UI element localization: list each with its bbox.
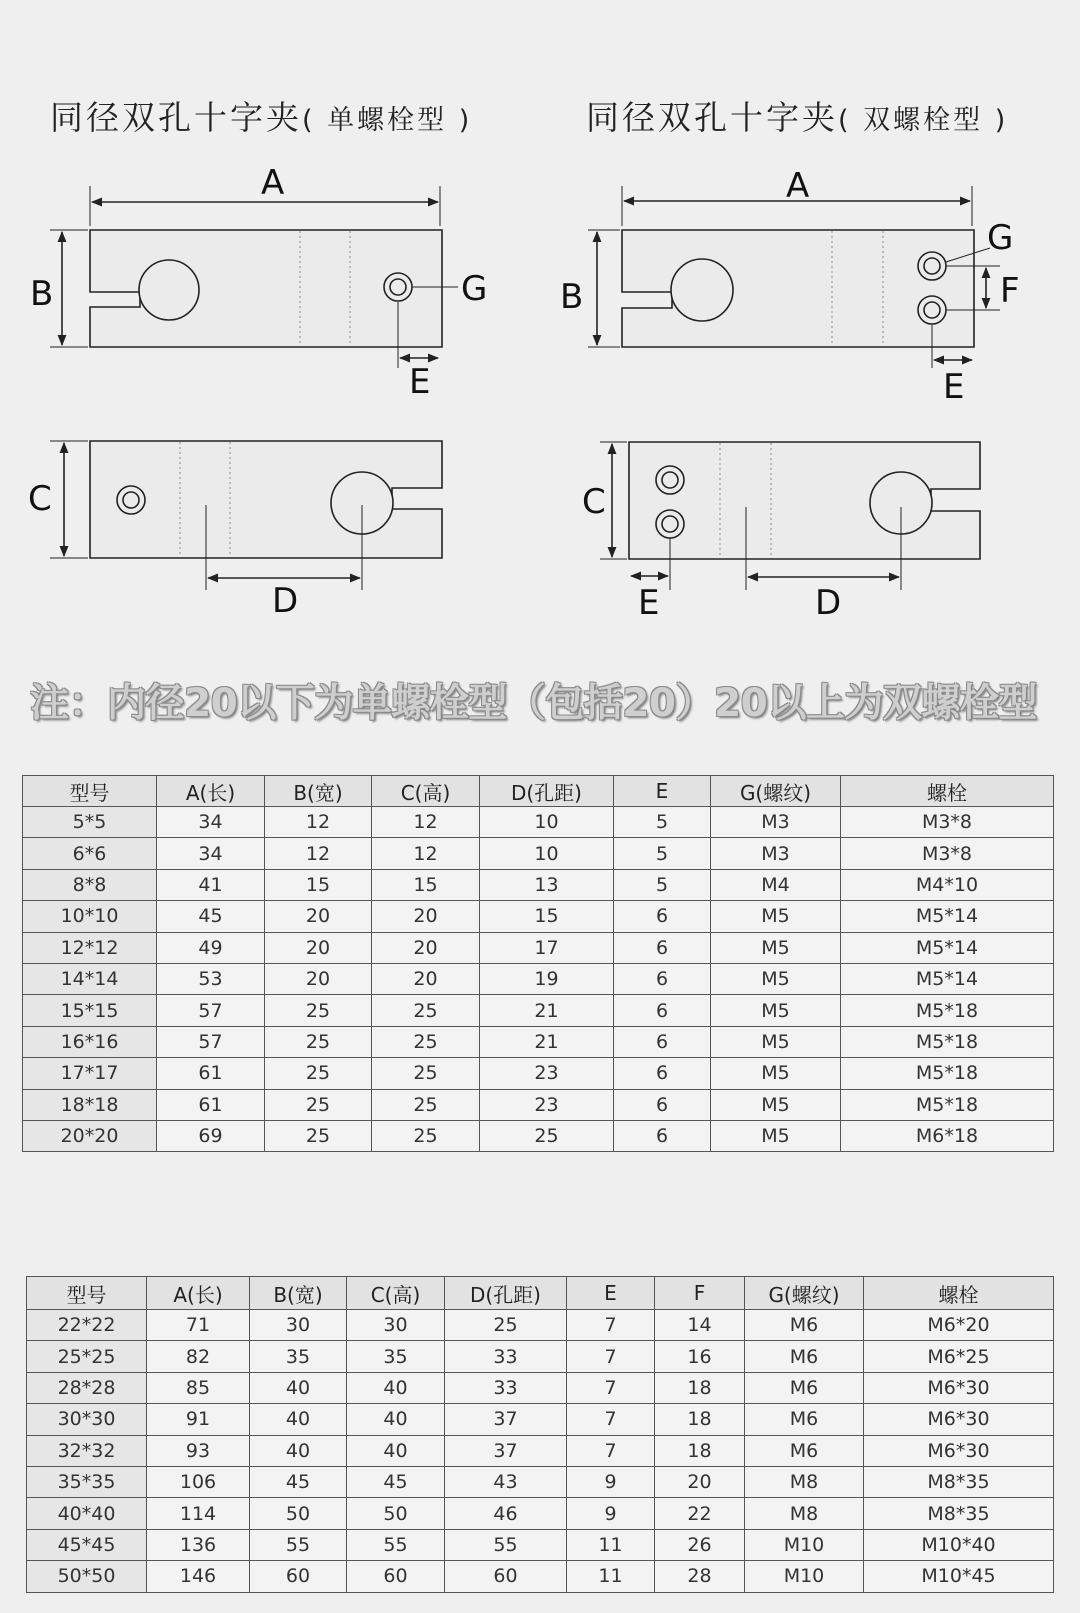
table-cell: 20: [655, 1466, 745, 1497]
table-cell: M6*30: [864, 1404, 1054, 1435]
table-cell: M8*35: [864, 1498, 1054, 1529]
table-cell: 114: [147, 1498, 250, 1529]
title-right-sub: ( 双螺栓型 ): [838, 105, 1009, 136]
table-cell: M6*30: [864, 1372, 1054, 1403]
table-cell: 5: [614, 869, 711, 900]
table-row: [27, 1404, 1054, 1435]
table-cell: 25: [265, 995, 372, 1026]
table-cell: 25: [265, 1089, 372, 1120]
table-row: [27, 1561, 1054, 1592]
table-cell: 57: [157, 1026, 265, 1057]
table-cell: M8: [745, 1498, 864, 1529]
table-cell: M3: [711, 838, 841, 869]
table-cell: M10*45: [864, 1561, 1054, 1592]
table-cell: 30: [250, 1310, 347, 1341]
table-cell: 37: [445, 1404, 567, 1435]
table-cell: 55: [347, 1529, 445, 1560]
table-row: [23, 1120, 1054, 1151]
table-cell: 21: [480, 995, 614, 1026]
model-cell: 14*14: [23, 963, 157, 994]
table-cell: M5: [711, 901, 841, 932]
clamp-bore-hole: [139, 260, 199, 320]
model-cell: 5*5: [23, 807, 157, 838]
table-cell: 50: [347, 1498, 445, 1529]
table-cell: 35: [347, 1341, 445, 1372]
column-header: E: [614, 776, 711, 807]
table-cell: 85: [147, 1372, 250, 1403]
table-cell: 37: [445, 1435, 567, 1466]
column-header: 螺栓: [864, 1277, 1054, 1310]
table-cell: 82: [147, 1341, 250, 1372]
table-cell: 25: [265, 1120, 372, 1151]
table-cell: 55: [445, 1529, 567, 1560]
model-cell: 20*20: [23, 1120, 157, 1151]
table-cell: 136: [147, 1529, 250, 1560]
table-cell: 45: [250, 1466, 347, 1497]
table-cell: 25: [265, 1026, 372, 1057]
table-row: [27, 1372, 1054, 1403]
table-cell: 40: [250, 1435, 347, 1466]
table-cell: 12: [265, 807, 372, 838]
table-cell: 25: [372, 1089, 480, 1120]
table-cell: M5*18: [841, 1089, 1054, 1120]
table-row: [23, 1058, 1054, 1089]
table-row: [23, 838, 1054, 869]
table-cell: 57: [157, 995, 265, 1026]
model-cell: 16*16: [23, 1026, 157, 1057]
table-cell: 12: [372, 807, 480, 838]
column-header: 螺栓: [841, 776, 1054, 807]
table-cell: 12: [265, 838, 372, 869]
model-cell: 8*8: [23, 869, 157, 900]
model-cell: 15*15: [23, 995, 157, 1026]
column-header: G(螺纹): [745, 1277, 864, 1310]
table-cell: M5*14: [841, 963, 1054, 994]
table-cell: M6*30: [864, 1435, 1054, 1466]
table-cell: 22: [655, 1498, 745, 1529]
table-cell: 61: [157, 1058, 265, 1089]
table-cell: 11: [567, 1529, 655, 1560]
table-cell: 50: [250, 1498, 347, 1529]
table-cell: 20: [372, 932, 480, 963]
table-row: [27, 1498, 1054, 1529]
table-cell: M5*14: [841, 932, 1054, 963]
table-cell: M5*18: [841, 1026, 1054, 1057]
table-cell: M4: [711, 869, 841, 900]
table-cell: 23: [480, 1058, 614, 1089]
table-cell: 25: [372, 995, 480, 1026]
title-right-main: 同径双孔十字夹: [586, 98, 838, 137]
model-cell: 12*12: [23, 932, 157, 963]
table-cell: 6: [614, 901, 711, 932]
table-cell: M3*8: [841, 838, 1054, 869]
model-cell: 30*30: [27, 1404, 147, 1435]
table-header-row: [27, 1277, 1054, 1310]
table-cell: 40: [347, 1404, 445, 1435]
table-cell: 5: [614, 838, 711, 869]
table-cell: 26: [655, 1529, 745, 1560]
table-cell: 53: [157, 963, 265, 994]
column-header: G(螺纹): [711, 776, 841, 807]
table-cell: M6: [745, 1404, 864, 1435]
column-header: 型号: [27, 1277, 147, 1310]
table-cell: M3*8: [841, 807, 1054, 838]
model-cell: 17*17: [23, 1058, 157, 1089]
table-cell: 6: [614, 932, 711, 963]
label-g: G: [987, 218, 1014, 258]
table-row: [27, 1466, 1054, 1497]
table-body: [23, 807, 1054, 1152]
column-header: A(长): [157, 776, 265, 807]
table-row: [27, 1310, 1054, 1341]
model-cell: 40*40: [27, 1498, 147, 1529]
table-cell: M10: [745, 1561, 864, 1592]
table-cell: 25: [372, 1120, 480, 1151]
table-cell: 21: [480, 1026, 614, 1057]
table-cell: 25: [445, 1310, 567, 1341]
table-row: [27, 1529, 1054, 1560]
label-a: A: [261, 163, 285, 203]
label-c: C: [28, 479, 52, 519]
table-cell: 25: [265, 1058, 372, 1089]
table-cell: 18: [655, 1372, 745, 1403]
table-cell: 40: [250, 1372, 347, 1403]
table-cell: 18: [655, 1435, 745, 1466]
table-cell: 71: [147, 1310, 250, 1341]
table-cell: M5: [711, 1089, 841, 1120]
label-f: F: [1000, 271, 1020, 311]
table-cell: 93: [147, 1435, 250, 1466]
table-cell: M6: [745, 1372, 864, 1403]
table-cell: 41: [157, 869, 265, 900]
model-cell: 18*18: [23, 1089, 157, 1120]
table-cell: 9: [567, 1498, 655, 1529]
column-header: D(孔距): [445, 1277, 567, 1310]
table-cell: 18: [655, 1404, 745, 1435]
table-cell: 15: [372, 869, 480, 900]
table-cell: M4*10: [841, 869, 1054, 900]
table-cell: 13: [480, 869, 614, 900]
label-a: A: [786, 166, 810, 206]
table-cell: 20: [265, 901, 372, 932]
model-cell: 6*6: [23, 838, 157, 869]
spec-table-double-bolt: [26, 1276, 1054, 1593]
table-cell: 12: [372, 838, 480, 869]
table-cell: 55: [250, 1529, 347, 1560]
table-cell: 49: [157, 932, 265, 963]
clamp-bore-hole: [671, 259, 733, 321]
table-cell: M8*35: [864, 1466, 1054, 1497]
table-header-row: [23, 776, 1054, 807]
column-header: A(长): [147, 1277, 250, 1310]
table-cell: 146: [147, 1561, 250, 1592]
table-cell: 33: [445, 1372, 567, 1403]
dimension-diagrams: [0, 0, 1080, 640]
table-cell: 35: [250, 1341, 347, 1372]
column-header: F: [655, 1277, 745, 1310]
model-cell: 22*22: [27, 1310, 147, 1341]
table-cell: 69: [157, 1120, 265, 1151]
table-cell: 25: [480, 1120, 614, 1151]
model-cell: 45*45: [27, 1529, 147, 1560]
table-cell: M10: [745, 1529, 864, 1560]
table-cell: 7: [567, 1404, 655, 1435]
diagram-right-top: [588, 186, 1000, 368]
table-cell: 6: [614, 1026, 711, 1057]
table-cell: 19: [480, 963, 614, 994]
table-cell: 7: [567, 1341, 655, 1372]
table-cell: 20: [265, 932, 372, 963]
table-cell: 15: [265, 869, 372, 900]
table-cell: 11: [567, 1561, 655, 1592]
table-cell: 46: [445, 1498, 567, 1529]
model-cell: 25*25: [27, 1341, 147, 1372]
table-row: [23, 869, 1054, 900]
table-cell: 33: [445, 1341, 567, 1372]
table-cell: 5: [614, 807, 711, 838]
label-b: B: [560, 277, 584, 317]
column-header: B(宽): [265, 776, 372, 807]
label-e: E: [943, 367, 965, 407]
table-row: [27, 1341, 1054, 1372]
diagram-left-top: [50, 186, 458, 368]
table-cell: 45: [157, 901, 265, 932]
table-cell: M5: [711, 1026, 841, 1057]
table-cell: 20: [372, 901, 480, 932]
table-cell: M6: [745, 1435, 864, 1466]
table-cell: 61: [157, 1089, 265, 1120]
table-cell: M5*18: [841, 995, 1054, 1026]
table-cell: 6: [614, 1120, 711, 1151]
table-row: [23, 963, 1054, 994]
spec-table-single-bolt: [22, 775, 1054, 1152]
table-cell: M6*20: [864, 1310, 1054, 1341]
label-g: G: [461, 269, 488, 309]
table-cell: M5: [711, 932, 841, 963]
table-cell: 20: [372, 963, 480, 994]
table-cell: M6*18: [841, 1120, 1054, 1151]
table-cell: M6: [745, 1341, 864, 1372]
column-header: C(高): [372, 776, 480, 807]
table-cell: 7: [567, 1372, 655, 1403]
model-cell: 32*32: [27, 1435, 147, 1466]
model-cell: 35*35: [27, 1466, 147, 1497]
table-cell: M5: [711, 963, 841, 994]
table-cell: 25: [372, 1026, 480, 1057]
table-cell: 40: [347, 1435, 445, 1466]
table-cell: M5: [711, 1058, 841, 1089]
diagram-left-bottom: [50, 441, 442, 590]
table-body: [27, 1310, 1054, 1593]
table-row: [23, 1026, 1054, 1057]
table-cell: 16: [655, 1341, 745, 1372]
table-cell: 10: [480, 838, 614, 869]
column-header: 型号: [23, 776, 157, 807]
model-cell: 50*50: [27, 1561, 147, 1592]
table-cell: M5*14: [841, 901, 1054, 932]
table-cell: 10: [480, 807, 614, 838]
table-cell: 40: [250, 1404, 347, 1435]
label-d: D: [272, 581, 299, 621]
label-b: B: [30, 274, 54, 314]
table-cell: 15: [480, 901, 614, 932]
model-cell: 28*28: [27, 1372, 147, 1403]
table-row: [23, 807, 1054, 838]
label-e: E: [409, 362, 431, 402]
table-row: [23, 995, 1054, 1026]
diagram-right-bottom: [600, 442, 980, 590]
table-cell: M5*18: [841, 1058, 1054, 1089]
model-cell: 10*10: [23, 901, 157, 932]
table-cell: M6*25: [864, 1341, 1054, 1372]
column-header: B(宽): [250, 1277, 347, 1310]
table-cell: 7: [567, 1310, 655, 1341]
table-cell: 28: [655, 1561, 745, 1592]
column-header: D(孔距): [480, 776, 614, 807]
table-cell: M5: [711, 1120, 841, 1151]
table-cell: M5: [711, 995, 841, 1026]
table-cell: 23: [480, 1089, 614, 1120]
table-cell: M6: [745, 1310, 864, 1341]
table-cell: M10*40: [864, 1529, 1054, 1560]
table-cell: 20: [265, 963, 372, 994]
table-cell: 9: [567, 1466, 655, 1497]
table-cell: 60: [347, 1561, 445, 1592]
table-row: [27, 1435, 1054, 1466]
table-cell: 6: [614, 1058, 711, 1089]
table-cell: 40: [347, 1372, 445, 1403]
title-left-sub: ( 单螺栓型 ): [302, 105, 473, 136]
table-cell: 30: [347, 1310, 445, 1341]
table-cell: M8: [745, 1466, 864, 1497]
note-bolt-type: 注：内径20以下为单螺栓型（包括20）20以上为双螺栓型: [30, 681, 1037, 726]
table-cell: 6: [614, 963, 711, 994]
label-d: D: [815, 583, 842, 623]
table-cell: 34: [157, 807, 265, 838]
table-cell: 6: [614, 1089, 711, 1120]
table-cell: 34: [157, 838, 265, 869]
table-cell: 7: [567, 1435, 655, 1466]
label-c: C: [582, 482, 606, 522]
table-cell: 14: [655, 1310, 745, 1341]
table-row: [23, 901, 1054, 932]
table-cell: 106: [147, 1466, 250, 1497]
table-cell: 60: [250, 1561, 347, 1592]
table-cell: 91: [147, 1404, 250, 1435]
table-cell: 6: [614, 995, 711, 1026]
column-header: C(高): [347, 1277, 445, 1310]
table-cell: 43: [445, 1466, 567, 1497]
table-cell: 60: [445, 1561, 567, 1592]
label-e: E: [638, 583, 660, 623]
table-cell: 17: [480, 932, 614, 963]
column-header: E: [567, 1277, 655, 1310]
table-cell: 45: [347, 1466, 445, 1497]
table-row: [23, 1089, 1054, 1120]
table-cell: 25: [372, 1058, 480, 1089]
table-cell: M3: [711, 807, 841, 838]
title-left-main: 同径双孔十字夹: [50, 98, 302, 137]
table-row: [23, 932, 1054, 963]
